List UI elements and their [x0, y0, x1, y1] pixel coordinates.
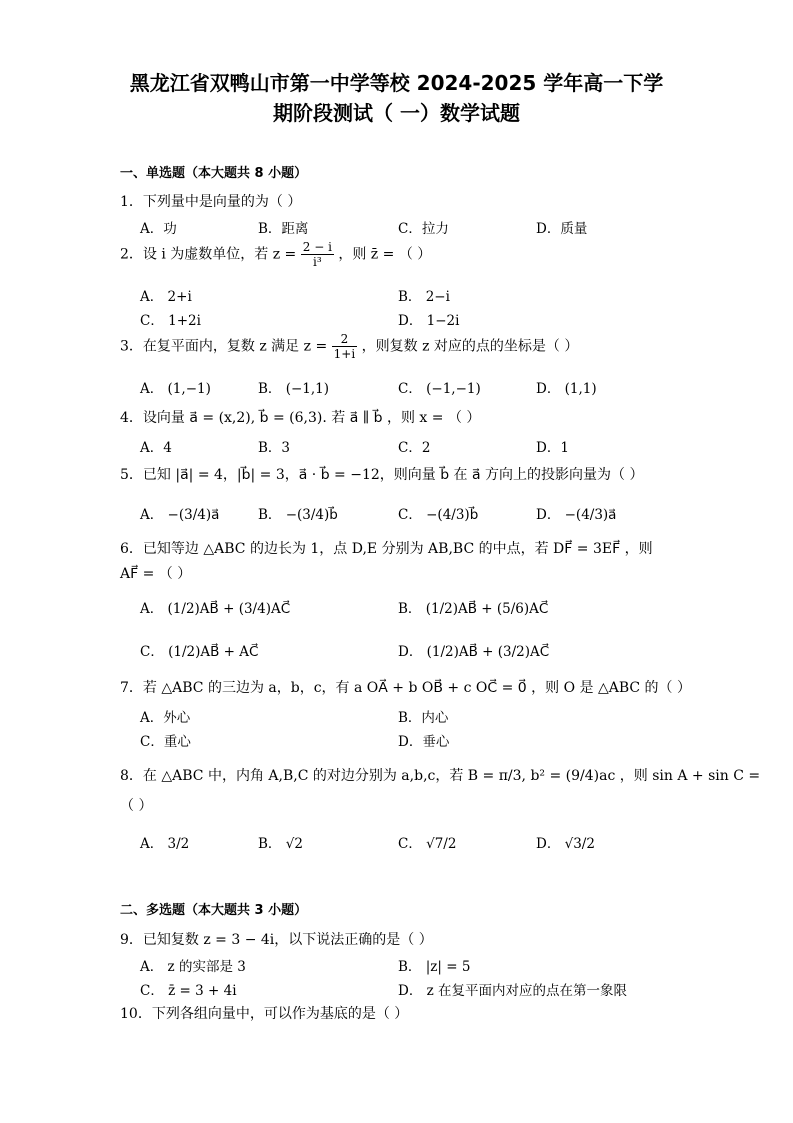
exam-title-line1: 黑龙江省双鸭山市第一中学等校 2024-2025 学年高一下学 [129, 71, 664, 95]
section-multiple-choice: 二、多选题（本大题共 3 小题） [120, 903, 308, 918]
q2-fraction [301, 240, 334, 269]
q2-option-c: C． 1+2i [140, 313, 201, 329]
q2-stem-post: ，则 z̄ = （ ） [338, 246, 432, 263]
q6-option-d: D． (1/2)AB⃗ + (3/2)AC⃗ [398, 644, 550, 660]
question-8-stem: 8．在 △ABC 中，内角 A,B,C 的对边分别为 a,b,c，若 B = π/3, b² = (9/4)ac ，则 sin A + sin C = [120, 768, 761, 784]
q2-option-d: D． 1−2i [398, 313, 460, 329]
q3-stem-pre: 3．在复平面内，复数 z 满足 z = [120, 338, 328, 355]
q8-option-a: A． 3/2 [140, 836, 190, 852]
q8-option-b: B． √2 [258, 836, 303, 852]
question-5-stem: 5．已知 |a⃗| = 4，|b⃗| = 3，a⃗ · b⃗ = −12，则向量 b⃗ 在 a⃗ 方向上的投影向量为（ ） [120, 467, 644, 483]
q7-option-c: C．重心 [140, 734, 191, 750]
q7-option-b: B．内心 [398, 710, 449, 726]
q1-option-c: C．拉力 [398, 221, 449, 237]
q3-option-d: D． (1,1) [536, 381, 597, 397]
q5-option-d: D． −(4/3)a⃗ [536, 507, 617, 523]
q9-option-b: B． |z| = 5 [398, 959, 471, 975]
question-3-stem [120, 332, 578, 361]
q4-option-d: D．1 [536, 440, 569, 456]
question-1-stem: 1．下列量中是向量的为（ ） [120, 194, 302, 210]
q3-option-c: C． (−1,−1) [398, 381, 481, 397]
question-2-stem [120, 240, 431, 269]
question-10-stem: 10．下列各组向量中，可以作为基底的是（ ） [120, 1006, 409, 1022]
q4-option-c: C．2 [398, 440, 431, 456]
q5-option-a: A． −(3/4)a⃗ [140, 507, 220, 523]
question-7-stem: 7．若 △ABC 的三边为 a，b，c，有 a OA⃗ + b OB⃗ + c OC⃗ = 0⃗ ，则 O 是 △ABC 的（ ） [120, 680, 691, 696]
q8-option-d: D． √3/2 [536, 836, 595, 852]
q3-option-a: A． (1,−1) [140, 381, 211, 397]
q2-option-b: B． 2−i [398, 289, 450, 305]
question-8-stem-cont: （ ） [120, 798, 153, 814]
q3-fraction [332, 332, 358, 361]
q1-option-a: A．功 [140, 221, 177, 237]
q9-option-c: C． z̄ = 3 + 4i [140, 983, 237, 999]
q4-option-a: A．4 [140, 440, 172, 456]
q7-option-a: A．外心 [140, 710, 191, 726]
q3-denominator: 1+i [333, 347, 356, 361]
q2-numerator: 2 − i [302, 240, 332, 254]
q6-option-c: C． (1/2)AB⃗ + AC⃗ [140, 644, 259, 660]
q1-option-d: D．质量 [536, 221, 588, 237]
question-6-stem: 6．已知等边 △ABC 的边长为 1，点 D,E 分别为 AB,BC 的中点，若 DF⃗ = 3EF⃗ ，则 [120, 541, 653, 557]
question-9-stem: 9．已知复数 z = 3 − 4i，以下说法正确的是（ ） [120, 932, 433, 948]
q8-option-c: C． √7/2 [398, 836, 457, 852]
q9-option-d: D． z 在复平面内对应的点在第一象限 [398, 983, 628, 999]
q6-option-b: B． (1/2)AB⃗ + (5/6)AC⃗ [398, 601, 549, 617]
q9-option-a: A． z 的实部是 3 [140, 959, 246, 975]
q2-denominator: i³ [313, 255, 322, 269]
q5-option-b: B． −(3/4)b⃗ [258, 507, 338, 523]
q2-option-a: A． 2+i [140, 289, 192, 305]
q3-option-b: B． (−1,1) [258, 381, 330, 397]
q3-stem-post: ，则复数 z 对应的点的坐标是（ ） [361, 338, 579, 355]
q7-option-d: D．垂心 [398, 734, 450, 750]
question-6-stem-cont: AF⃗ = （ ） [120, 566, 192, 582]
question-4-stem: 4．设向量 a⃗ = (x,2), b⃗ = (6,3). 若 a⃗ ∥ b⃗ ，则 x = （ ） [120, 410, 481, 426]
section-single-choice: 一、单选题（本大题共 8 小题） [120, 166, 308, 181]
q3-numerator: 2 [332, 332, 358, 347]
q5-option-c: C． −(4/3)b⃗ [398, 507, 479, 523]
exam-title-line2: 期阶段测试（ 一）数学试题 [273, 101, 520, 125]
q6-option-a: A． (1/2)AB⃗ + (3/4)AC⃗ [140, 601, 291, 617]
q2-stem-pre: 2．设 i 为虚数单位，若 z = [120, 246, 297, 263]
q1-option-b: B．距离 [258, 221, 309, 237]
q4-option-b: B．3 [258, 440, 291, 456]
